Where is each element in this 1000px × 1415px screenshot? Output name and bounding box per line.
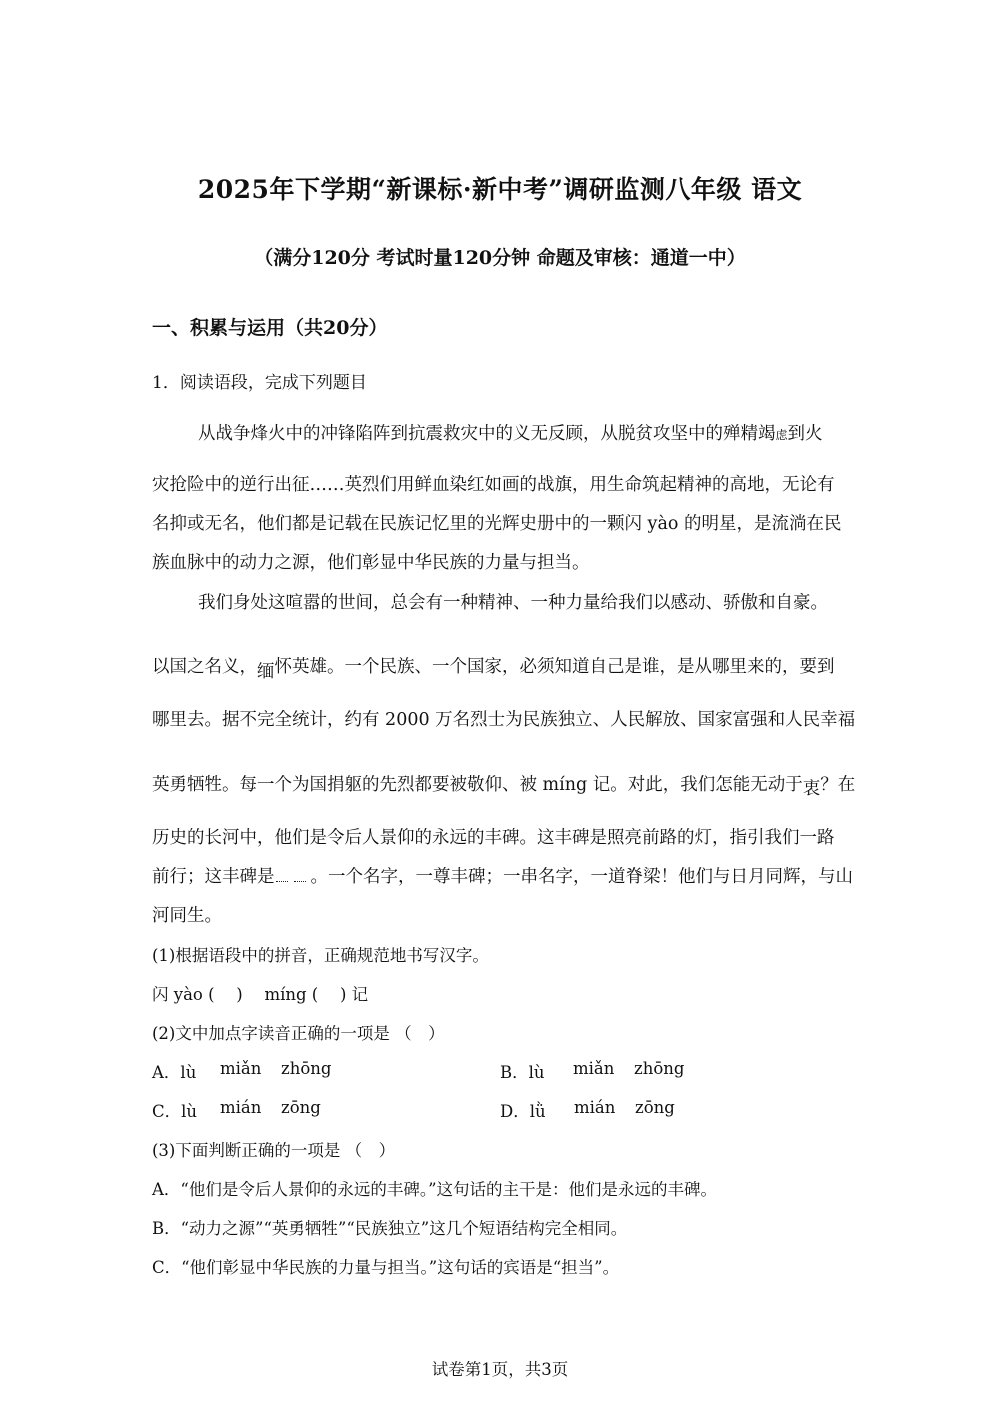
option-label: A．lù [152,1063,197,1082]
subquestion-1-prompt: (1)根据语段中的拼音，正确规范地书写汉字。 [152,946,489,965]
passage-text: 到火 [787,424,823,444]
passage-text: 以国之名义， [152,657,257,677]
dotted-char: 缅 [257,662,275,682]
passage-text: 怀英雄。一个民族、一个国家，必须知道自己是谁，是从哪里来的，要到 [274,657,835,677]
option-label: B．lù [500,1063,545,1082]
option-b[interactable]: B．“动力之源”“英勇牺牲”“民族独立”这几个短语结构完全相同。 [152,1219,628,1238]
passage-line: 哪里去。据不完全统计，约有 2000 万名烈士为民族独立、人民解放、国家富强和人民幸福 [152,710,856,730]
fill-blank[interactable] [275,867,293,887]
option-c[interactable] [152,1098,321,1122]
subquestion-1-answer[interactable]: 闪 yào ( ) míng ( ) 记 [152,985,369,1004]
subquestion-2-prompt: (2)文中加点字读音正确的一项是 （ ） [152,1024,445,1043]
question-intro: 1．阅读语段，完成下列题目 [152,373,367,393]
passage-line [198,420,823,445]
section-heading: 一、积累与运用（共20分） [152,317,388,339]
passage-text: 英勇牺牲。每一个为国捐躯的先烈都要被敬仰、被 míng 记。对此，我们怎能无动于 [152,775,803,795]
option-pinyin: mián [220,1098,262,1117]
option-d[interactable] [500,1098,675,1122]
passage-line: 名抑或无名，他们都是记载在民族记忆里的光辉史册中的一颗闪 yào 的明星，是流淌在民 [152,514,842,534]
option-pinyin: mián [574,1098,616,1117]
option-a[interactable] [152,1059,332,1083]
option-pinyin: zōng [281,1098,321,1117]
option-pinyin: zhōng [281,1059,332,1078]
exam-info: （满分120分 考试时量120分钟 命题及审核：通道一中） [254,247,746,269]
page-footer: 试卷第1页，共3页 [431,1360,569,1379]
passage-text: ？在 [820,775,856,795]
passage-line: 族血脉中的动力之源，他们彰显中华民族的力量与担当。 [152,553,590,573]
option-pinyin: miǎn [573,1059,615,1078]
option-pinyin: zhōng [634,1059,685,1078]
passage-text: 前行；这丰碑是 [152,867,275,887]
passage-text: 。一个名字，一尊丰碑；一串名字，一道脊梁！他们与日月同辉，与山 [310,867,853,887]
option-label: C．lù [152,1102,198,1121]
option-a[interactable]: A．“他们是令后人景仰的永远的丰碑。”这句话的主干是：他们是永远的丰碑。 [152,1180,718,1199]
option-b[interactable] [500,1059,685,1083]
passage-line [152,863,853,888]
option-pinyin: miǎn [220,1059,262,1078]
page-title: 2025年下学期“新课标·新中考”调研监测八年级 语文 [197,175,803,204]
passage-line: 我们身处这喧嚣的世间，总会有一种精神、一种力量给我们以感动、骄傲和自豪。 [198,593,828,613]
fill-blank[interactable] [293,867,311,887]
passage-line: 历史的长河中，他们是令后人景仰的永远的丰碑。这丰碑是照亮前路的灯，指引我们一路 [152,828,835,848]
option-label: D．lǜ [500,1102,546,1121]
passage-line [152,653,835,682]
subquestion-3-prompt: (3)下面判断正确的一项是 （ ） [152,1141,396,1160]
dotted-char: 虑 [775,428,788,442]
option-pinyin: zōng [635,1098,675,1117]
passage-line [152,771,856,799]
dotted-char: 衷 [802,779,821,799]
option-c[interactable]: C．“他们彰显中华民族的力量与担当。”这句话的宾语是“担当”。 [152,1258,620,1277]
passage-text: 从战争烽火中的冲锋陷阵到抗震救灾中的义无反顾，从脱贫攻坚中的殚精竭 [198,424,776,444]
passage-line: 灾抢险中的逆行出征……英烈们用鲜血染红如画的战旗，用生命筑起精神的高地，无论有 [152,475,835,495]
passage-line: 河同生。 [152,906,222,926]
